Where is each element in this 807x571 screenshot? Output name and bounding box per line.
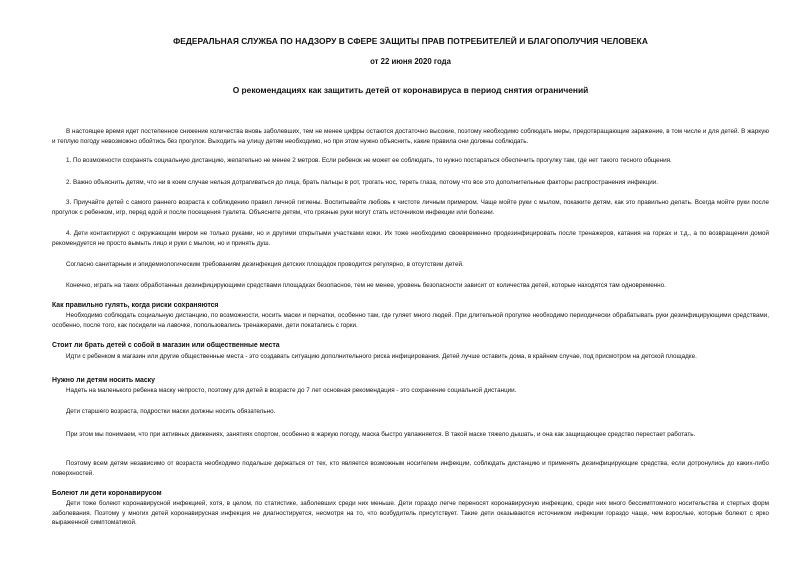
document-page [52, 0, 769, 571]
playgrounds-paragraph: Конечно, играть на таких обработанных дезинфицирующими средствами площадках безопасное, тем не менее, уровень безопасности зависит от количества детей, которые находятся там одновременно. [66, 282, 666, 289]
heading-mask: Нужно ли детям носить маску [52, 377, 155, 384]
rule-4-paragraph: 4. Дети контактируют с окружающим миром не только руками, но и другими открытыми участками кожи. Их тоже необходимо своевременно продезинфицировать после тренажеров, катания на горках и т.д., а по возвращении домой рекомендуется не просто вымыть лицо и руки с мылом, но и принять душ. [52, 230, 769, 247]
sanitary-paragraph: Согласно санитарным и эпидемиологическим требованиям дезинфекция детских площадок проводится регулярно, в отсутствии детей. [66, 261, 464, 268]
intro-paragraph: В настоящее время идет постепенное снижение количества вновь заболевших, тем не менее цифры остаются достаточно высокие, поэтому необходимо соблюдать меры, предотвращающие заражение, в том числе и для детей. В жаркую и теплую погоду невозможно обойтись без прогулок. Выходить на улицу детям необходимо, но при этом нужно объяснить, какие правила они должны соблюдать. [52, 128, 769, 145]
shop-paragraph: Идти с ребенком в магазин или другие общественные места - это создавать ситуацию дополнительного риска инфицирования. Детей лучше оставить дома, в крайнем случае, под присмотром на детской площадке. [66, 353, 697, 360]
mask-paragraph-1: Надеть на маленького ребенка маску непросто, поэтому для детей в возрасте до 7 лет основная рекомендация - это сохранение социальной дистанции. [66, 387, 517, 394]
walk-paragraph: Необходимо соблюдать социальную дистанцию, по возможности, носить маски и перчатки, особенно там, где гуляет много людей. При длительной прогулке необходимо периодически обрабатывать руки дезинфицирующими средствами, особенно, после того, как посидели на лавочке, попользовались тренажерами, дети покатались с горки. [52, 312, 769, 329]
heading-walk: Как правильно гулять, когда риски сохраняются [52, 302, 219, 309]
ill-paragraph: Дети тоже болеют коронавирусной инфекцией, хотя, в целом, по статистике, заболевших среди них меньше. Дети гораздо легче переносят коронавирусную инфекцию, среди них много бессимптомного носительства и стертых форм заболевания. Поэтому у многих детей коронавирусная инфекция не диагностируется, несмотря на то, что возбудитель присутствует. Такие дети оказываются источником инфекции гораздо чаще, чем взрослые, которые болеют с ярко выраженной симптоматикой. [52, 500, 769, 527]
document-date: от 22 июня 2020 года [370, 57, 451, 66]
mask-paragraph-3: При этом мы понимаем, что при активных движениях, занятиях спортом, особенно в жаркую погоду, маска быстро увлажняется. В такой маске тяжело дышать, и она как защищающее средство перестает работать. [66, 431, 696, 438]
heading-ill: Болеют ли дети коронавирусом [52, 490, 162, 497]
document-title: О рекомендациях как защитить детей от коронавируса в период снятия ограничений [232, 85, 589, 95]
organization-header: ФЕДЕРАЛЬНАЯ СЛУЖБА ПО НАДЗОРУ В СФЕРЕ ЗАЩИТЫ ПРАВ ПОТРЕБИТЕЛЕЙ И БЛАГОПОЛУЧИЯ ЧЕЛОВЕКА [173, 36, 648, 46]
heading-shop: Стоит ли брать детей с собой в магазин или общественные места [52, 342, 280, 349]
rule-2-paragraph: 2. Важно объяснить детям, что ни в коем случае нельзя дотрагиваться до лица, брать пальцы в рот, трогать нос, тереть глаза, потому что все это дополнительные факторы распространения инфекции. [66, 179, 659, 186]
mask-paragraph-2: Дети старшего возраста, подростки маски должны носить обязательно. [66, 408, 276, 415]
rule-3-paragraph: 3. Приучайте детей с самого раннего возраста к соблюдению правил личной гигиены. Воспитывайте любовь к чистоте личным примером. Чаще мойте руки с мылом, покажите детям, как это правильно делать. Всегда мойте руки после прогулок с ребенком, игр, перед едой и после посещения туалета. Объясните детям, что грязные руки могут стать источником инфекции или болезни. [52, 199, 769, 216]
rule-1-paragraph: 1. По возможности сохранять социальную дистанцию, желательно не менее 2 метров. Если ребенок не может ее соблюдать, то нужно постараться обеспечить прогулку там, где нет такого тесного общения. [66, 157, 672, 164]
mask-paragraph-4: Поэтому всем детям независимо от возраста необходимо подальше держаться от тех, кто является возможным носителем инфекции, соблюдать дистанцию и применять дезинфицирующие средства, если дотронулись до каких-либо поверхностей. [52, 460, 769, 477]
